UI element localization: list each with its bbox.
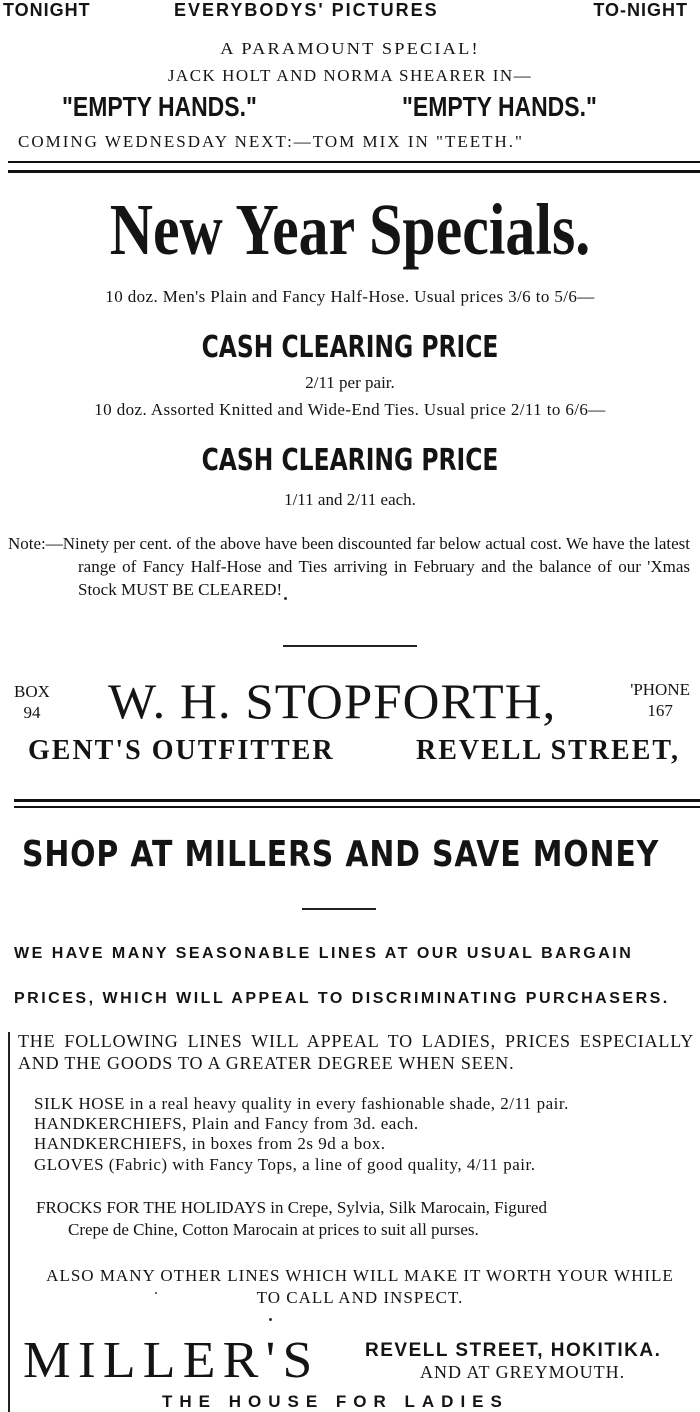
revell-street-label: REVELL STREET, bbox=[415, 735, 680, 766]
house-for-ladies-tagline: THE HOUSE FOR LADIES bbox=[162, 1392, 509, 1411]
print-speck bbox=[155, 1292, 157, 1294]
cinema-title: EVERYBODYS' PICTURES bbox=[174, 0, 439, 20]
phone-number-group bbox=[630, 679, 690, 721]
ladies-lines-text: THE FOLLOWING LINES WILL APPEAL TO LADIES, PRICES ESPECIALLY AND THE GOODS TO A GREATER DEGREE WHEN SEEN. bbox=[18, 1031, 694, 1073]
millers-small-rule bbox=[302, 908, 376, 910]
handkerchiefs-boxes-item: HANDKERCHIEFS, in boxes from 2s 9d a box. bbox=[34, 1134, 386, 1153]
also-many-other-lines-text: ALSO MANY OTHER LINES WHICH WILL MAKE IT WORTH YOUR WHILE TO CALL AND INSPECT. bbox=[46, 1266, 674, 1307]
gents-outfitter-label: GENT'S OUTFITTER bbox=[28, 735, 335, 766]
new-year-specials-heading: New Year Specials. bbox=[109, 189, 591, 270]
bottom-left-frame-line bbox=[8, 1032, 10, 1412]
discount-note-text: Note:—Ninety per cent. of the above have been discounted far below actual cost. We have the latest range of Fancy Half-Hose and Ties arriving in February and the balance of our 'Xmas Stock MUST BE CLEARED! bbox=[8, 534, 690, 599]
box-label: BOX bbox=[14, 682, 50, 701]
actors-line: JACK HOLT AND NORMA SHEARER IN— bbox=[167, 66, 533, 85]
coming-next-line: COMING WEDNESDAY NEXT:—TOM MIX IN "TEETH." bbox=[18, 132, 524, 151]
handkerchiefs-plain-item: HANDKERCHIEFS, Plain and Fancy from 3d. each. bbox=[34, 1114, 419, 1133]
frocks-text bbox=[36, 1197, 691, 1241]
tonight-right-label: TO-NIGHT bbox=[593, 0, 688, 20]
half-hose-price: 2/11 per pair. bbox=[305, 373, 395, 392]
print-speck bbox=[284, 597, 287, 600]
half-hose-line: 10 doz. Men's Plain and Fancy Half-Hose. Usual prices 3/6 to 5/6— bbox=[105, 287, 595, 306]
tonight-left-label: TONIGHT bbox=[3, 0, 91, 20]
cash-clearing-price-heading-2: CASH CLEARING PRICE bbox=[201, 443, 499, 478]
silk-hose-item: SILK HOSE in a real heavy quality in every fashionable shade, 2/11 pair. bbox=[34, 1094, 569, 1113]
section-divider-top-1 bbox=[8, 161, 700, 163]
cash-clearing-price-heading-1: CASH CLEARING PRICE bbox=[201, 330, 499, 365]
box-number-group bbox=[14, 681, 50, 723]
feature-title-left: "EMPTY HANDS." bbox=[62, 91, 257, 122]
shop-at-millers-heading: SHOP AT MILLERS AND SAVE MONEY bbox=[22, 834, 660, 875]
discount-note bbox=[8, 532, 690, 601]
gloves-item: GLOVES (Fabric) with Fancy Tops, a line of good quality, 4/11 pair. bbox=[34, 1155, 536, 1174]
paramount-special-line: A PARAMOUNT SPECIAL! bbox=[220, 39, 480, 58]
millers-address-line-2: AND AT GREYMOUTH. bbox=[420, 1362, 626, 1382]
stopforth-name: W. H. STOPFORTH, bbox=[108, 673, 557, 729]
phone-number: 167 bbox=[647, 701, 673, 720]
section-divider-bottom-1 bbox=[14, 799, 700, 802]
stopforth-small-rule bbox=[283, 645, 417, 647]
discriminating-purchasers-text: PRICES, WHICH WILL APPEAL TO DISCRIMINATING PURCHASERS. bbox=[14, 990, 670, 1007]
box-number: 94 bbox=[23, 703, 41, 722]
frocks-line-2: Crepe de Chine, Cotton Marocain at prices to suit all purses. bbox=[68, 1220, 479, 1239]
millers-address-line-1: REVELL STREET, HOKITIKA. bbox=[365, 1340, 662, 1361]
ties-price: 1/11 and 2/11 each. bbox=[284, 490, 416, 509]
seasonal-lines-text: WE HAVE MANY SEASONABLE LINES AT OUR USUAL BARGAIN bbox=[14, 945, 634, 962]
feature-title-right: "EMPTY HANDS." bbox=[402, 91, 597, 122]
frocks-line-1: FROCKS FOR THE HOLIDAYS in Crepe, Sylvia, Silk Marocain, Figured bbox=[36, 1198, 547, 1217]
section-divider-top-2 bbox=[8, 170, 700, 173]
print-speck bbox=[269, 1318, 272, 1321]
section-divider-bottom-2 bbox=[14, 806, 700, 808]
phone-label: 'PHONE bbox=[630, 680, 690, 699]
ties-line: 10 doz. Assorted Knitted and Wide-End Ties. Usual price 2/11 to 6/6— bbox=[94, 400, 606, 419]
millers-brand-name: MILLER'S bbox=[23, 1332, 320, 1389]
